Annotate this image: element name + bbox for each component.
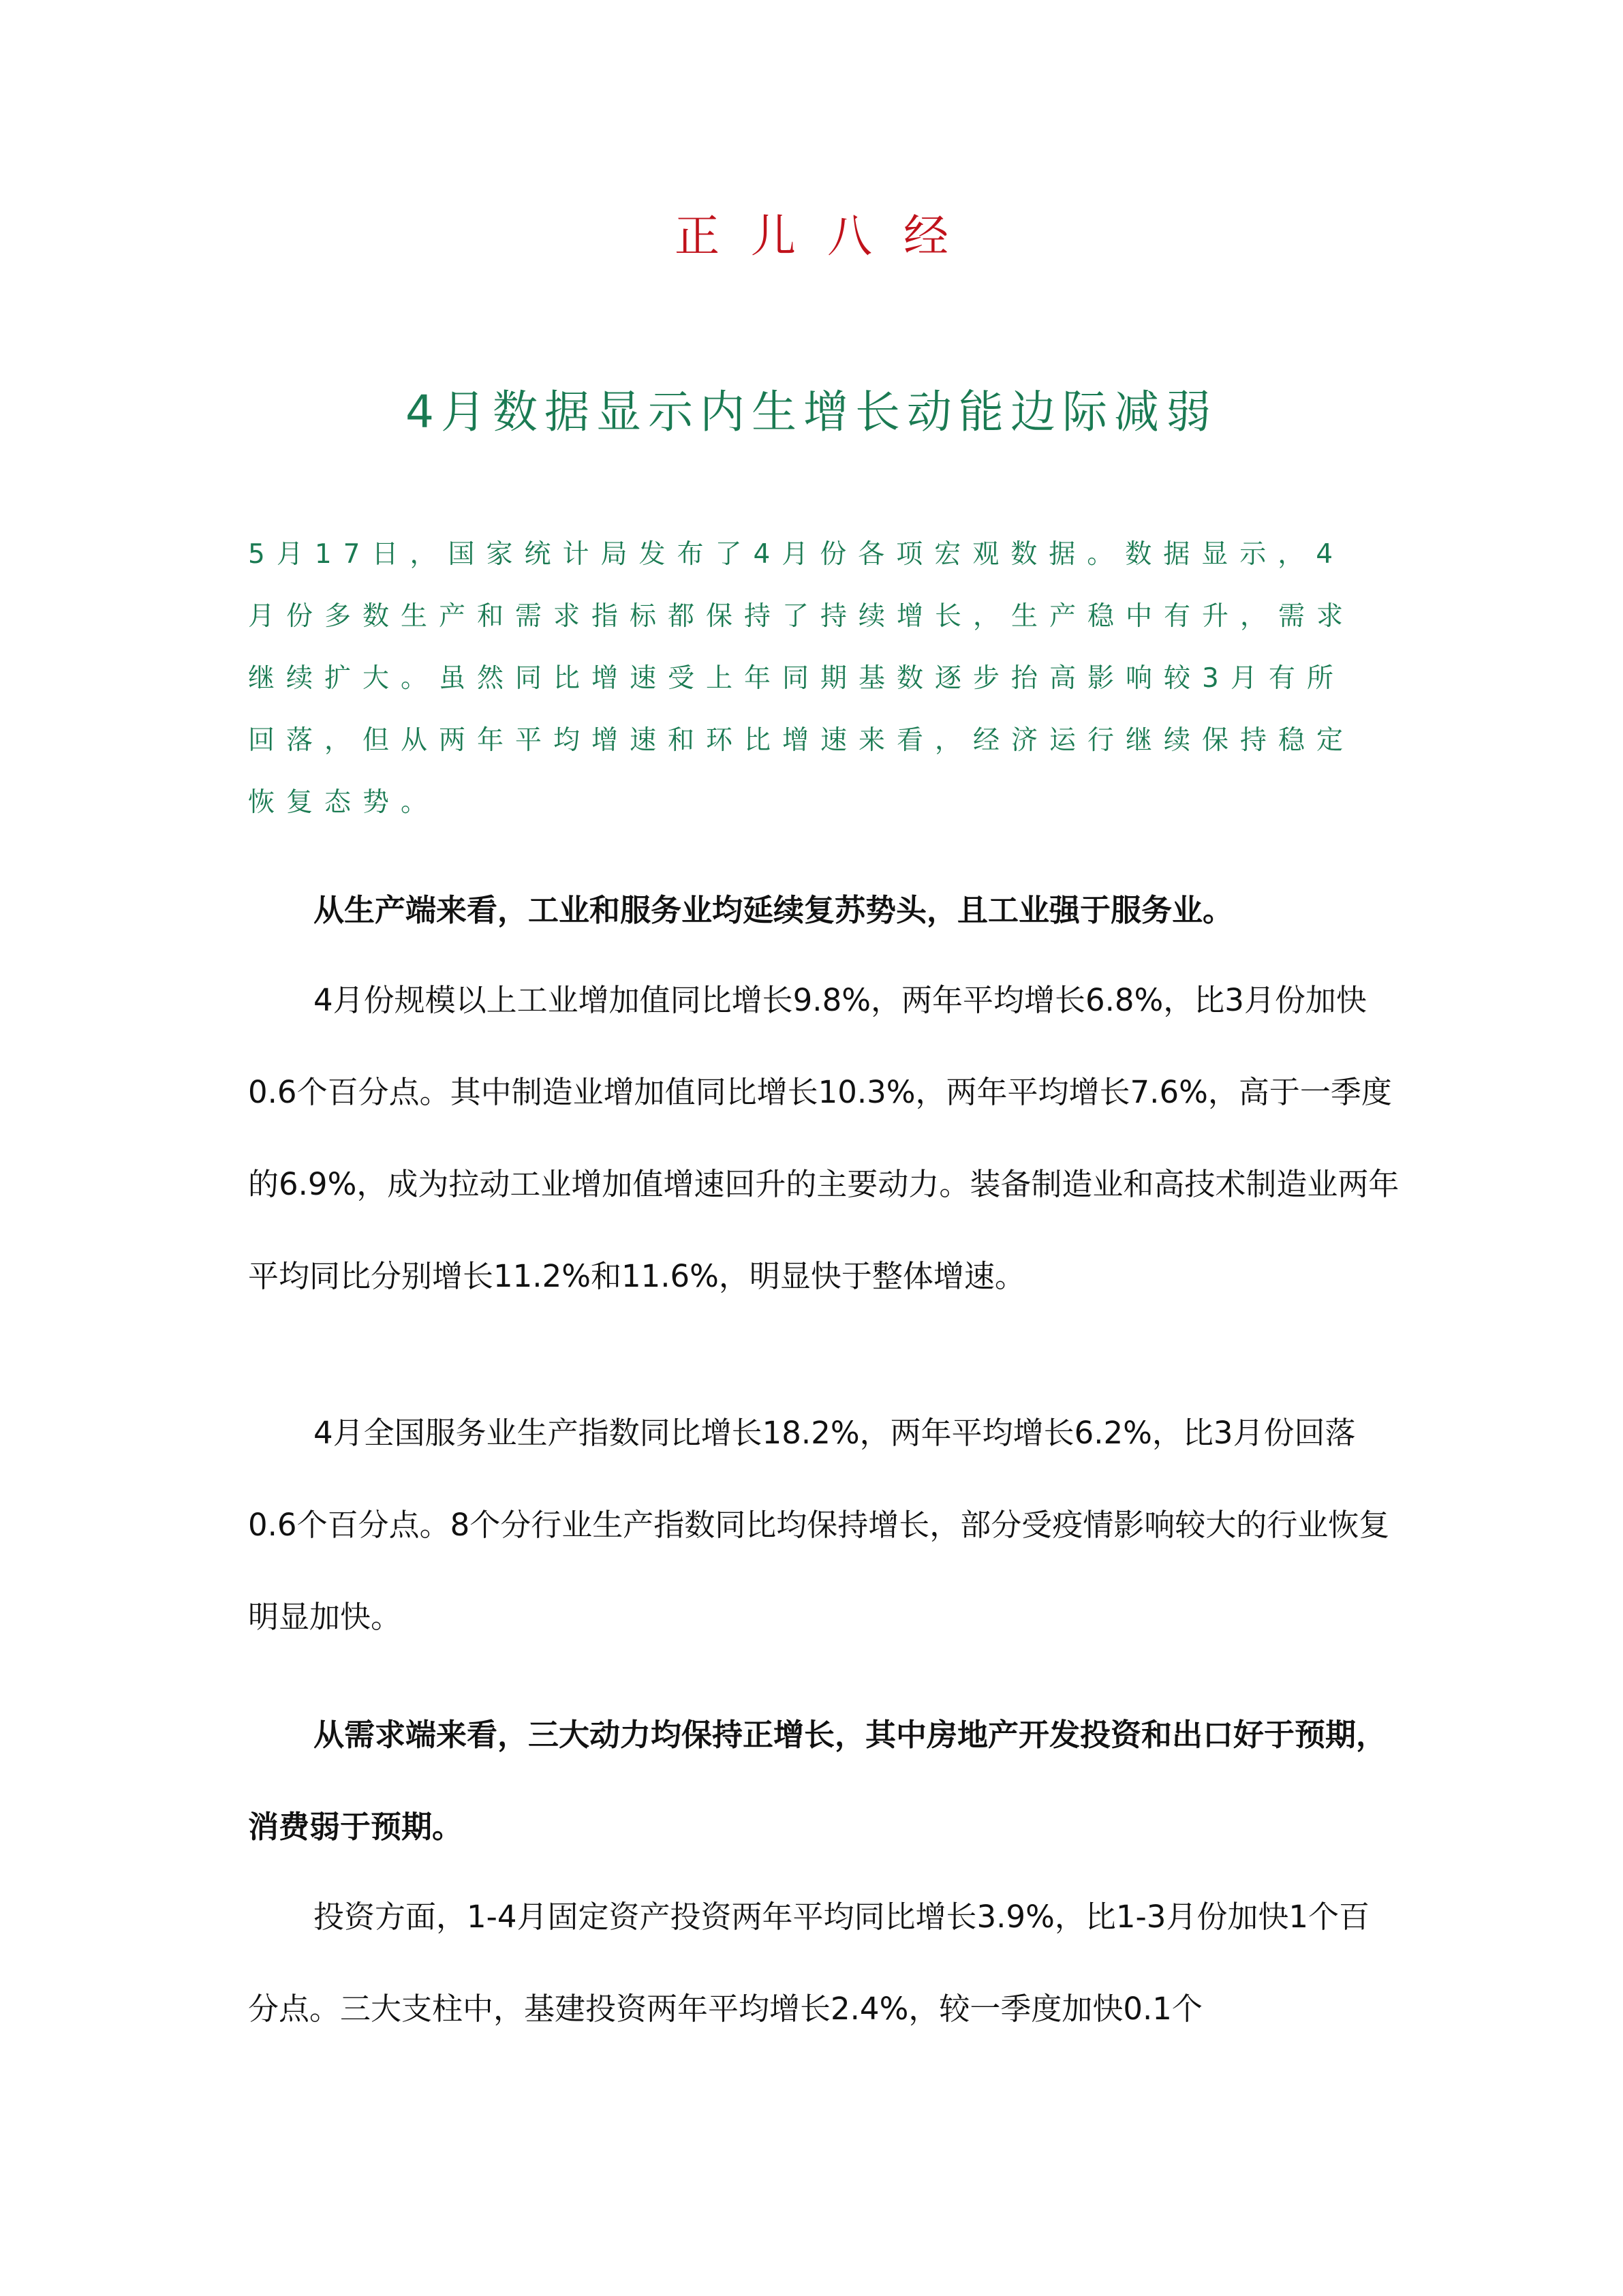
paragraph-services: 4月全国服务业生产指数同比增长18.2%，两年平均增长6.2%，比3月份回落0.6个百分点。8个分行业生产指数同比均保持增长，部分受疫情影响较大的行业恢复明显加快。 <box>248 1415 1390 1635</box>
paragraph-industrial: 4月份规模以上工业增加值同比增长9.8%，两年平均增长6.8%，比3月份加快0.6个百分点。其中制造业增加值同比增长10.3%，两年平均增长7.6%，高于一季度的6.9%，成为拉动工业增加值增速回升的主要动力。装备制造业和高技术制造业两年平均同比分别增长11.2%和11.6%，明显快于整体增速。 <box>248 982 1400 1294</box>
lead-paragraph: 5月17日，国家统计局发布了4月份各项宏观数据。数据显示，4月份多数生产和需求指标都保持了持续增长，生产稳中有升，需求继续扩大。虽然同比增速受上年同期基数逐步抬高影响较3月有所回落，但从两年平均增速和环比增速来看，经济运行继续保持稳定恢复态势。 <box>248 539 1355 818</box>
article-title: 4月数据显示内生增长动能边际减弱 <box>405 386 1218 438</box>
section-heading-demand: 从需求端来看，三大动力均保持正增长，其中房地产开发投资和出口好于预期，消费弱于预期。 <box>248 1717 1387 1845</box>
paragraph-investment: 投资方面，1-4月固定资产投资两年平均同比增长3.9%，比1-3月份加快1个百分点。三大支柱中，基建投资两年平均增长2.4%，较一季度加快0.1个 <box>248 1899 1370 2027</box>
brand-title: 正儿八经 <box>675 210 980 262</box>
section-heading-production: 从生产端来看，工业和服务业均延续复苏势头，且工业强于服务业。 <box>313 892 1234 928</box>
